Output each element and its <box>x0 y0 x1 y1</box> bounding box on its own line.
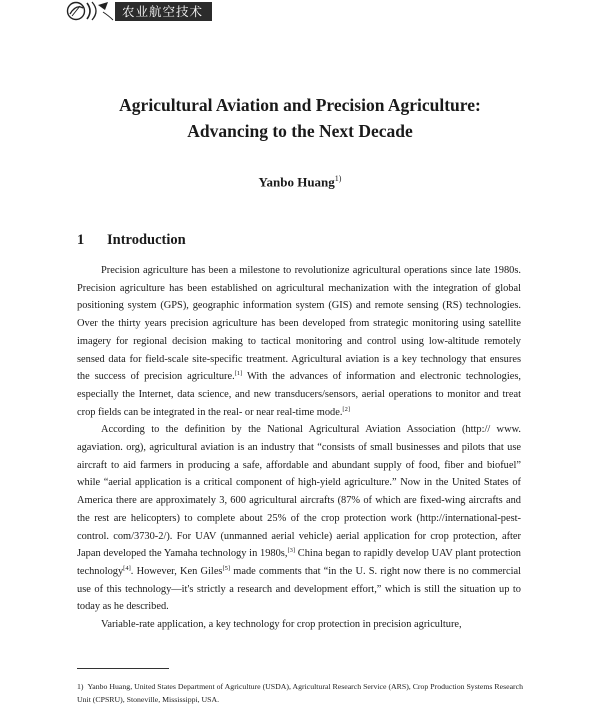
paragraph-2 <box>77 421 521 616</box>
paragraph-1-text-b: With the advances of information and electronic technologies, especially the Internet, data science, and new transducers/sensors, aerial operations to monitor and treat crop fields can be integrated in the real- or near real-time mode. <box>77 371 522 418</box>
citation-1: [1] <box>234 370 243 378</box>
paragraph-2-text-b: China began to rapidly develop UAV plant protection technology <box>77 548 521 577</box>
title-line-1: Agricultural Aviation and Precision Agriculture: <box>119 95 481 115</box>
paragraph-2-text-a: According to the definition by the National Agricultural Aviation Association (http:// www. agaviation. org), agricultural aviation is an industry that “consists of small businesses and pilots that use aircraft to aid farmers in producing a safe, affordable and abundant supply of food, fiber and biofuel” while “aerial application is a critical component of high-yield agriculture.” Now in the United States of America there are approximately 3, 600 agricultural aircrafts (87% of which are fixed-wing aircrafts and the rest are helicopters) to complete about 25% of the crop protection work (http://international-pest-control. com/3730-2/). For UAV (unmanned aerial vehicle) aerial application for crop protection, after Japan developed the Yamaha technology in 1980s, <box>77 424 521 560</box>
citation-5: [5] <box>222 564 231 572</box>
paragraph-3-text-a: Variable-rate application, a key technology for crop protection in precision agriculture, <box>101 619 462 631</box>
title-line-2: Advancing to the Next Decade <box>187 121 413 141</box>
footnote <box>77 681 523 706</box>
footnote-text: Yanbo Huang, United States Department of Agriculture (USDA), Agricultural Research Service (ARS), Crop Production Systems Research Unit (CPSRU), Stoneville, Mississippi, USA. <box>77 682 523 704</box>
author-line <box>0 174 600 190</box>
citation-3: [3] <box>287 547 296 555</box>
section-number: 1 <box>77 232 85 248</box>
paragraph-2-text-d: made comments that “in the U. S. right now there is no commercial use of this technology—it's strictly a research and development effort,” which is still the situation up to today as he described. <box>77 565 521 613</box>
author-footnote-mark: 1) <box>334 174 342 183</box>
journal-logo-icon <box>63 0 115 22</box>
author-name: Yanbo Huang <box>258 174 335 190</box>
section-title: Introduction <box>107 232 186 248</box>
section-heading <box>77 232 186 249</box>
paragraph-2-text-c: . However, Ken Giles <box>130 565 223 577</box>
journal-name: 农业航空技术 <box>115 2 212 21</box>
paragraph-3 <box>77 616 521 634</box>
footnote-divider <box>77 668 169 669</box>
citation-4: [4] <box>123 564 131 572</box>
footnote-mark: 1) <box>77 682 84 691</box>
journal-header <box>63 0 212 22</box>
paragraph-1-text-a: Precision agriculture has been a milestone to revolutionize agricultural operations since late 1980s. Precision agriculture has been established on agricultural mechanization with the integration of global positioning system (GPS), geographic information system (GIS) and remote sensing (RS) technologies. Over the thirty years precision agriculture has been developed from strategic monitoring using satellite imagery for regional decision making to tactical monitoring and control using low-altitude remotely sensed data for field-scale site-specific treatment. Agricultural aviation is a key technology that ensures the success of precision agriculture. <box>77 265 521 383</box>
citation-2: [2] <box>342 405 351 413</box>
paper-title <box>0 92 600 144</box>
paragraph-1 <box>77 262 521 421</box>
body-text <box>77 262 521 634</box>
